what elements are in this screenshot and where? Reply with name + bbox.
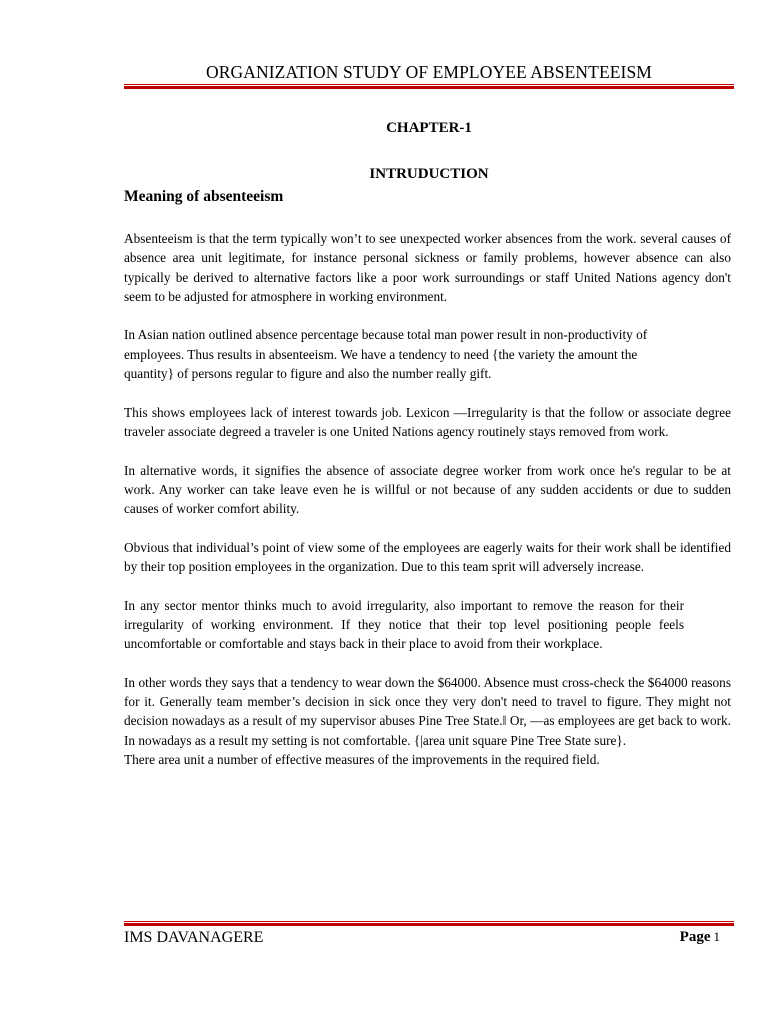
paragraph: There area unit a number of effective measures of the improvements in the required field.: [124, 752, 600, 768]
paragraph: In Asian nation outlined absence percentage because total man power result in non-productivity of employees. Thus results in absenteeism. We have a tendency to need {the variety the amount the quantity} of persons regular to figure and also the number really gift.: [124, 327, 648, 382]
paragraph: Obvious that individual’s point of view some of the employees are eagerly waits for their work shall be identified by their top position employees in the organization. Due to this team sprit will adversely increase.: [124, 539, 731, 575]
paragraph: In alternative words, it signifies the absence of associate degree worker from work once he's regular to be at work. Any worker can take leave even he is willful or not because of any sudden accidents or due to sudden causes of worker comfort ability.: [124, 462, 731, 517]
header-divider: [124, 84, 734, 89]
footer-institution: IMS DAVANAGERE: [124, 929, 264, 946]
paragraph: This shows employees lack of interest towards job. Lexicon ―Irregularity is that the follow or associate degree traveler associate degreed a traveler is one United Nations agency routinely stays removed from work.: [124, 404, 731, 439]
page-number: 1: [713, 929, 720, 944]
chapter-title: INTRUDUCTION: [369, 166, 489, 182]
paragraph: In any sector mentor thinks much to avoid irregularity, also important to remove the reason for their irregularity of working environment. If they notice that their top level positioning people feels uncomfortable or comfortable and stays back in their place to avoid from their workplace.: [124, 597, 684, 652]
section-heading: Meaning of absenteeism: [124, 188, 284, 205]
page-number-block: [680, 929, 720, 946]
page-label: Page: [679, 929, 711, 945]
document-header-title: ORGANIZATION STUDY OF EMPLOYEE ABSENTEEISM: [206, 62, 652, 82]
paragraph: Absenteeism is that the term typically won’t to see unexpected worker absences from the work. several causes of absence area unit legitimate, for instance personal sickness or family problems, however absence can also typically be derived to alternative factors like a poor work surroundings or staff United Nations agency don't seem to be adjusted for atmosphere in working environment.: [124, 231, 731, 304]
paragraph: In other words they says that a tendency to wear down the $64000. Absence must cross-check the $64000 reasons for it. Generally team member’s decision in sick once they very don't need to travel to figure. They might not decision nowadays as a result of my supervisor abuses Pine Tree State.‖ Or, ―as employees are get back to work. In nowadays as a result my setting is not comfortable. {|area unit square Pine Tree State sure}.: [124, 674, 731, 748]
chapter-label: CHAPTER-1: [386, 120, 472, 136]
body-text: [124, 229, 731, 789]
footer-divider: [124, 921, 734, 926]
